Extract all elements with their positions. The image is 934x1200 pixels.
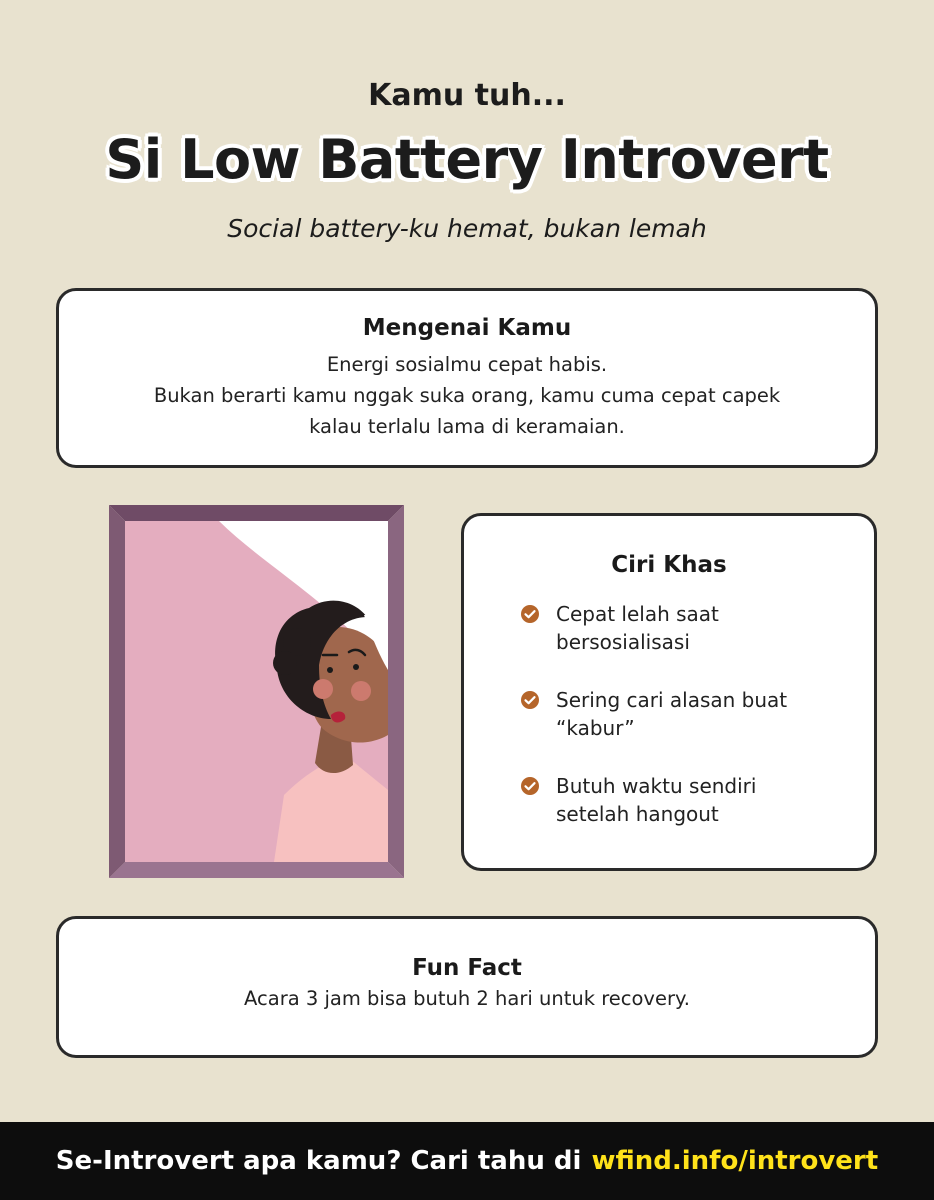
traits-heading: Ciri Khas <box>611 552 727 578</box>
about-card <box>56 288 878 468</box>
about-line: Bukan berarti kamu nggak suka orang, kamu cuma cepat capek <box>153 384 781 407</box>
footer-banner <box>0 1122 934 1200</box>
about-line: Energi sosialmu cepat habis. <box>326 353 608 376</box>
trait-text: setelah hangout <box>556 802 719 826</box>
trait-text: Cepat lelah saat <box>556 602 719 626</box>
about-heading: Mengenai Kamu <box>362 315 572 341</box>
footer-link[interactable]: wfind.info/introvert <box>591 1146 879 1176</box>
trait-text: “kabur” <box>556 716 635 740</box>
framed-illustration <box>109 505 404 878</box>
peeking-person-illustration <box>109 505 404 878</box>
trait-item <box>520 772 874 828</box>
trait-item <box>520 600 874 656</box>
subtitle: Social battery-ku hemat, bukan lemah <box>227 214 707 243</box>
traits-list <box>464 600 874 828</box>
fun-fact-card <box>56 916 878 1058</box>
trait-text: bersosialisasi <box>556 630 690 654</box>
about-text <box>59 349 875 442</box>
check-circle-icon <box>520 690 540 710</box>
kicker: Kamu tuh... <box>368 78 566 113</box>
fun-fact-text: Acara 3 jam bisa butuh 2 hari untuk recovery. <box>244 987 690 1010</box>
trait-text: Butuh waktu sendiri <box>556 774 757 798</box>
check-circle-icon <box>520 604 540 624</box>
trait-item <box>520 686 874 742</box>
page-title: Si Low Battery Introvert <box>105 128 829 191</box>
about-line: kalau terlalu lama di keramaian. <box>309 415 625 438</box>
check-circle-icon <box>520 776 540 796</box>
trait-text: Sering cari alasan buat <box>556 688 788 712</box>
footer-text: Se-Introvert apa kamu? Cari tahu di <box>55 1146 582 1176</box>
traits-card <box>461 513 877 871</box>
fun-fact-heading: Fun Fact <box>412 955 522 981</box>
